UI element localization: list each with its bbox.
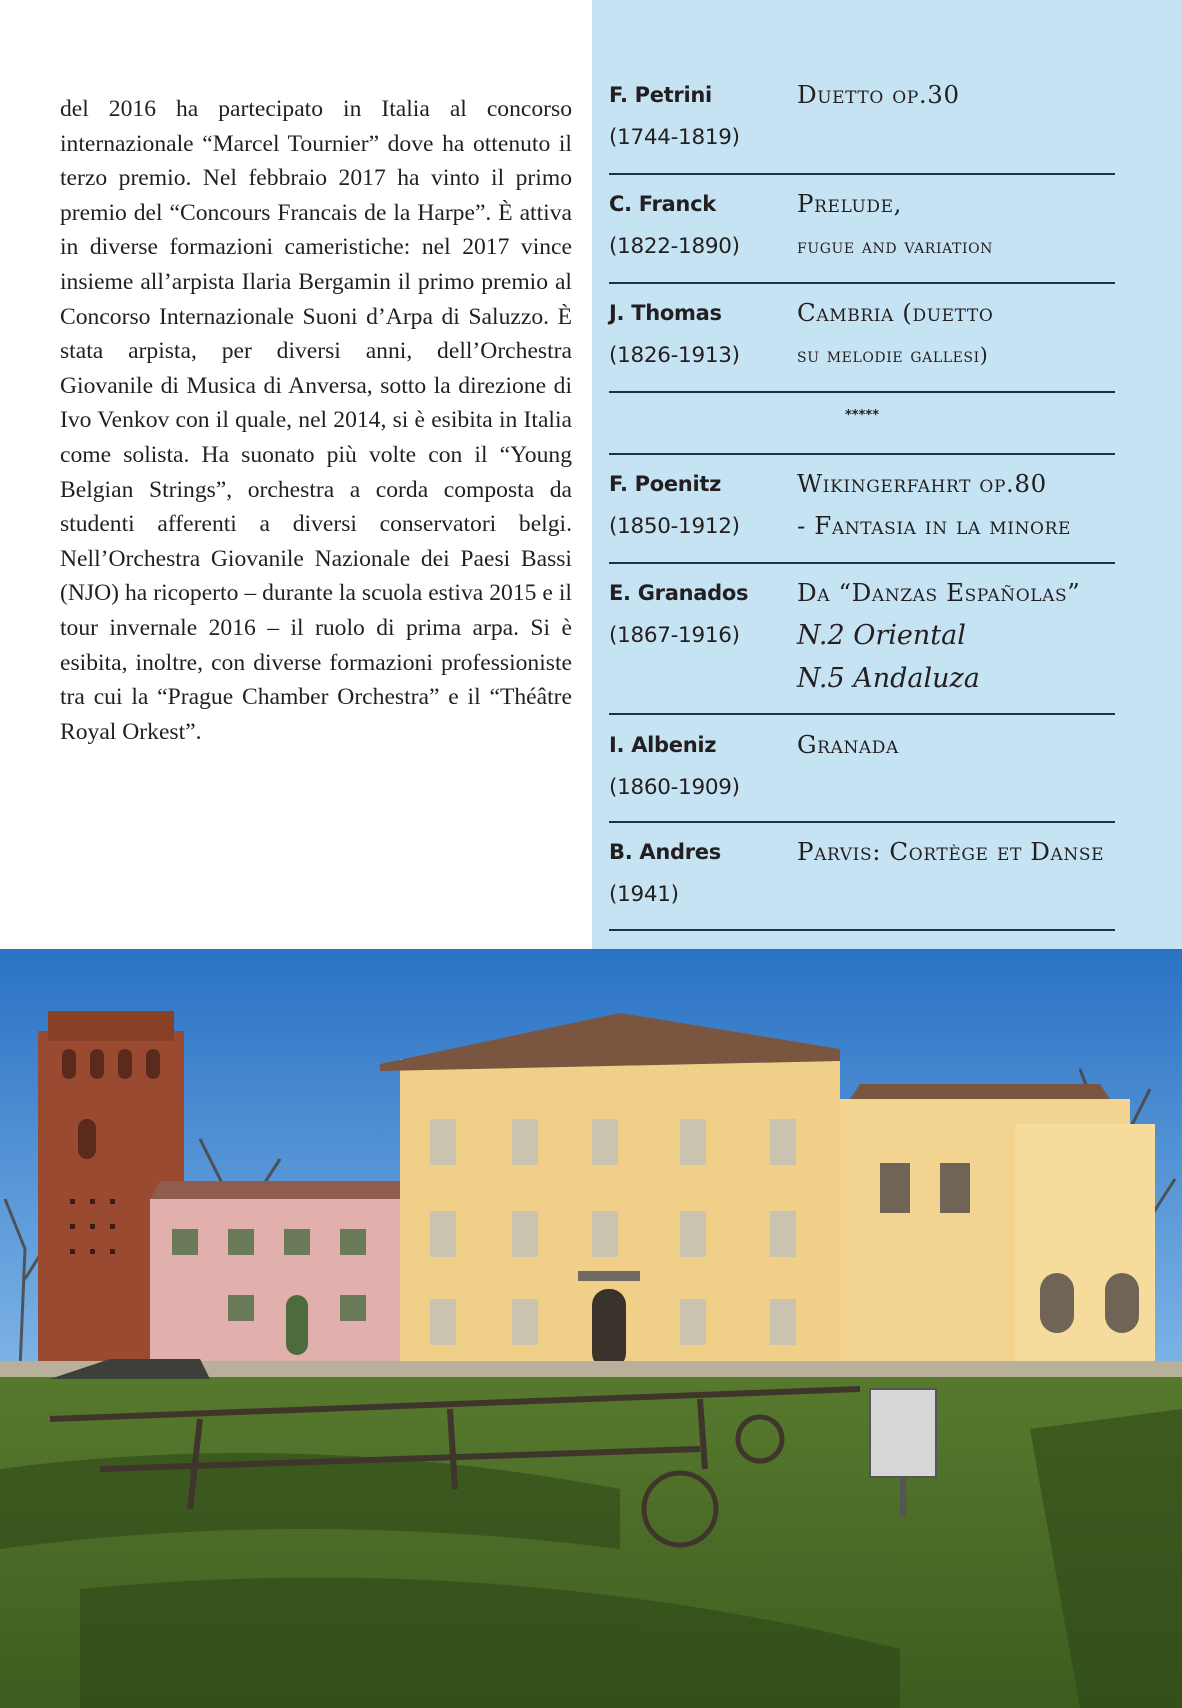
biography-text: del 2016 ha partecipato in Italia al concorso internazionale “Marcel Tournier” dove ha ottenuto il terzo premio. Nel febbraio 2017 ha vinto il primo premio del “Concours Francais de la Harpe”. È attiva in diverse formazioni cameristiche: nel 2017 vince insieme all’arpista Ilaria Bergamin il primo premio al Concorso Internazionale Suoni d’Arpa di Saluzzo. È stata arpista, per diversi anni, dell’Orchestra Giovanile di Musica di Anversa, sotto la direzione di Ivo Venkov con il quale, nel 2014, si è esibita in Italia come solista. Ha suonato più volte con il “Young Belgian Strings”, orchestra a corda composta da studenti afferenti a diversi conservatori belgi. Nell’Orchestra Giovanile Nazionale dei Paesi Bassi (NJO) ha ricoperto – durante la scuola estiva 2015 e il tour invernale 2016 – il ruolo di prima arpa. Si è esibita, inoltre, con diverse formazioni professioniste tra cui la “Prague Chamber Orchestra” e il “Théâtre Royal Orkest”. bbox=[60, 96, 572, 745]
composer-name: E. Granados bbox=[609, 581, 749, 605]
composer-dates: (1860-1909) bbox=[609, 775, 740, 800]
composer bbox=[609, 572, 789, 658]
composer bbox=[609, 724, 789, 810]
program-row bbox=[609, 74, 1115, 175]
composer-dates: (1941) bbox=[609, 882, 679, 907]
work-title-line: fugue and variation bbox=[797, 234, 994, 258]
work-title bbox=[797, 183, 1127, 267]
villa-photo bbox=[0, 949, 1182, 1708]
composer-name: F. Poenitz bbox=[609, 472, 722, 496]
work-title-line: Granada bbox=[797, 730, 899, 759]
composer-dates: (1744-1819) bbox=[609, 125, 740, 150]
program-row bbox=[609, 572, 1115, 715]
composer-dates: (1826-1913) bbox=[609, 343, 740, 368]
work-title-line: Parvis: Cortège et Danse bbox=[797, 837, 1105, 866]
separator-rule bbox=[609, 401, 1115, 455]
work-title bbox=[797, 74, 1127, 116]
work-subtitle: N.5 Andaluza bbox=[797, 663, 980, 694]
program-separator: ***** bbox=[845, 408, 879, 423]
composer-dates: (1850-1912) bbox=[609, 514, 740, 539]
composer-name: I. Albeniz bbox=[609, 733, 717, 757]
composer bbox=[609, 831, 789, 917]
composer-dates: (1822-1890) bbox=[609, 234, 740, 259]
program-panel bbox=[592, 0, 1182, 949]
composer bbox=[609, 74, 789, 160]
composer-name: F. Petrini bbox=[609, 83, 712, 107]
work-title bbox=[797, 572, 1127, 700]
work-title-line: su melodie gallesi) bbox=[797, 343, 989, 367]
work-title-line: - Fantasia in la minore bbox=[797, 511, 1072, 540]
program-row bbox=[609, 724, 1115, 823]
program-row bbox=[609, 831, 1115, 931]
program-row bbox=[609, 183, 1115, 284]
composer-name: J. Thomas bbox=[609, 301, 722, 325]
work-title-line: Duetto op.30 bbox=[797, 80, 960, 109]
work-title-line: Prelude, bbox=[797, 189, 903, 218]
composer-name: C. Franck bbox=[609, 192, 716, 216]
composer-dates: (1867-1916) bbox=[609, 623, 740, 648]
work-title bbox=[797, 724, 1127, 766]
program-row bbox=[609, 292, 1115, 393]
work-title-line: Cambria (duetto bbox=[797, 298, 994, 327]
work-subtitle: N.2 Oriental bbox=[797, 620, 966, 651]
work-title-line: Da “Danzas Españolas” bbox=[797, 578, 1081, 607]
work-title bbox=[797, 292, 1127, 376]
composer bbox=[609, 463, 789, 549]
composer-name: B. Andres bbox=[609, 840, 721, 864]
composer bbox=[609, 183, 789, 269]
work-title-line: Wikingerfahrt op.80 bbox=[797, 469, 1047, 498]
composer bbox=[609, 292, 789, 378]
work-title bbox=[797, 463, 1127, 547]
program-row bbox=[609, 463, 1115, 564]
work-title bbox=[797, 831, 1127, 873]
